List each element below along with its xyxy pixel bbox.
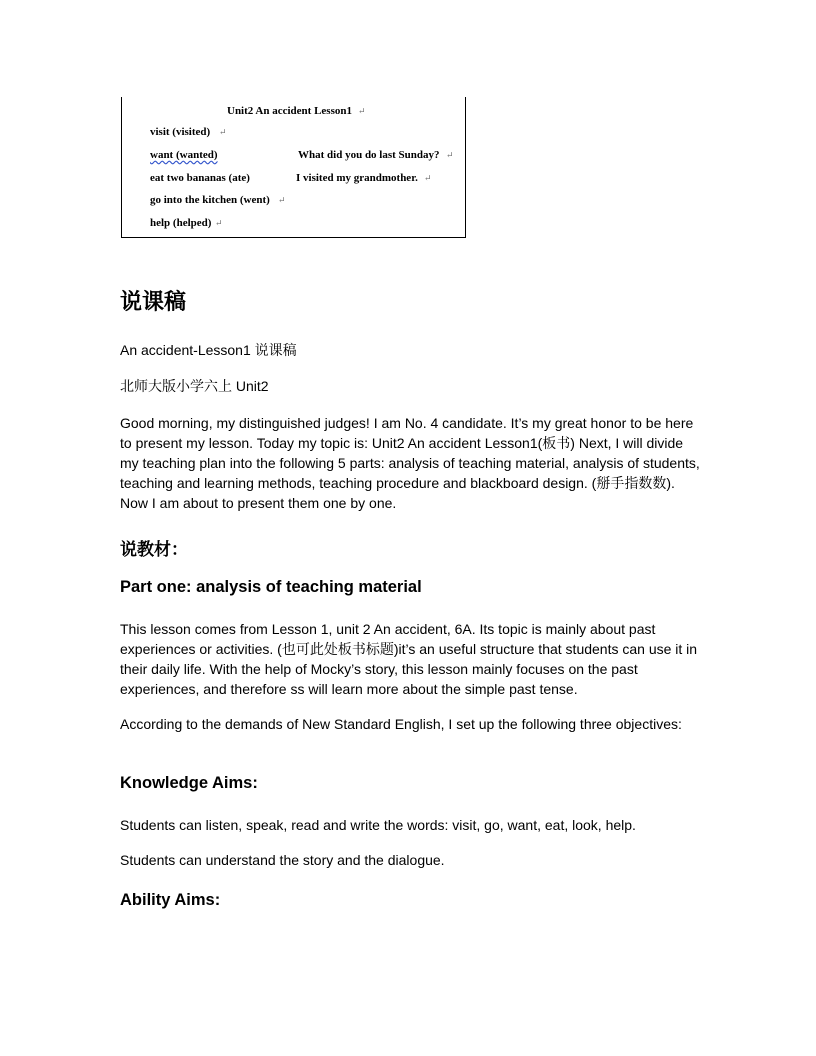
blackboard-word: want (wanted) [150, 149, 218, 161]
paragraph-mark-icon: ↵ [424, 173, 432, 183]
book-line: 北师大版小学六上 Unit2 [120, 378, 269, 394]
blackboard-word: visit (visited) [150, 126, 211, 138]
blackboard-word: help (helped) [150, 217, 212, 229]
heading-material: 说教材： [120, 540, 188, 560]
part-one-heading: Part one: analysis of teaching material [120, 578, 422, 596]
heading-main: 说课稿 [120, 290, 187, 315]
objectives-paragraph: According to the demands of New Standard English, I set up the following three objectives: [120, 716, 682, 732]
blackboard-word: go into the kitchen (went) [150, 194, 270, 206]
paragraph-mark-icon: ↵ [215, 218, 223, 228]
paragraph-mark-icon: ↵ [278, 195, 286, 205]
blackboard-image [121, 97, 466, 238]
intro-paragraph: Good morning, my distinguished judges! I am No. 4 candidate. It’s my great honor to be here to present my lesson. Today my topic is: Unit2 An accident Lesson1(板书) Next, I will divide my teaching plan into the following 5 parts: analysis of teaching material, analysis of students, teaching and learning methods, teaching procedure and blackboard design. (掰手指数数). Now I am about to present them one by one. [120, 415, 700, 511]
knowledge-item-1: Students can listen, speak, read and write the words: visit, go, want, eat, look, help. [120, 817, 636, 833]
blackboard-title: Unit2 An accident Lesson1 [227, 105, 352, 117]
knowledge-aims-heading: Knowledge Aims: [120, 774, 258, 792]
blackboard-question: What did you do last Sunday? [298, 149, 440, 161]
paragraph-mark-icon: ↵ [358, 106, 366, 116]
paragraph-mark-icon: ↵ [446, 150, 454, 160]
ability-aims-heading: Ability Aims: [120, 891, 221, 909]
material-paragraph: This lesson comes from Lesson 1, unit 2 An accident, 6A. Its topic is mainly about past experiences or activities. (也可此处板书标题)it’s an useful structure that students can use it in their daily life. With the help of Mocky’s story, this lesson mainly focuses on the past experiences, and therefore ss will learn more about the simple past tense. [120, 621, 698, 697]
blackboard-word: eat two bananas (ate) [150, 172, 250, 184]
knowledge-item-2: Students can understand the story and the dialogue. [120, 852, 445, 868]
blackboard-answer: I visited my grandmother. [296, 172, 418, 184]
paragraph-mark-icon: ↵ [219, 127, 227, 137]
course-line: An accident-Lesson1 说课稿 [120, 342, 297, 358]
